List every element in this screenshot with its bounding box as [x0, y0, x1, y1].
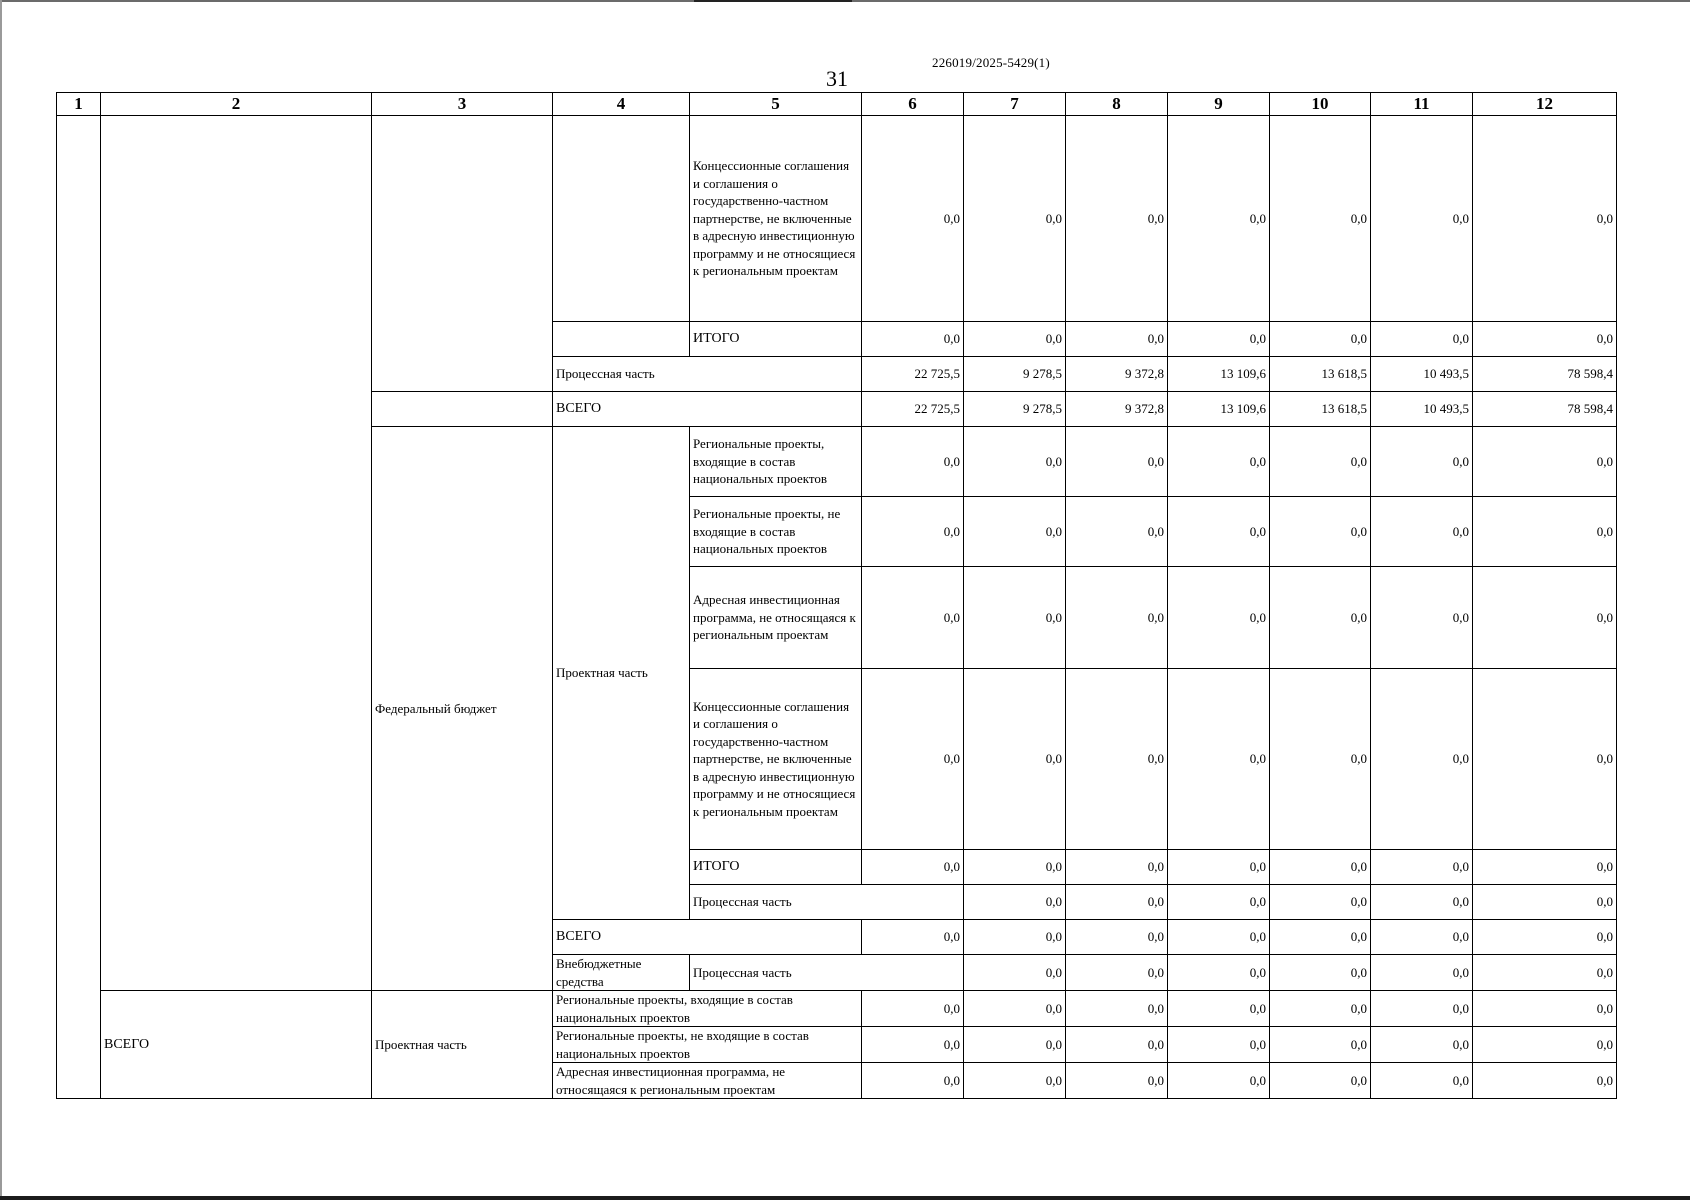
column-header: 5 [690, 93, 862, 116]
value-cell: 0,0 [964, 1027, 1066, 1063]
value-cell: 0,0 [1473, 885, 1617, 920]
page-number: 31 [826, 66, 848, 91]
value-cell: 9 372,8 [1066, 357, 1168, 392]
value-cell: 0,0 [1473, 669, 1617, 850]
value-cell: 10 493,5 [1371, 357, 1473, 392]
column-header: 7 [964, 93, 1066, 116]
value-cell: 0,0 [862, 1027, 964, 1063]
row-label: Региональные проекты, не входящие в состав национальных проектов [553, 1027, 862, 1063]
value-cell: 9 278,5 [964, 357, 1066, 392]
row-group-label: Федеральный бюджет [372, 427, 553, 991]
row-label: Региональные проекты, входящие в состав национальных проектов [553, 991, 862, 1027]
column-header: 3 [372, 93, 553, 116]
value-cell: 0,0 [1473, 322, 1617, 357]
scan-artifact-line [694, 0, 852, 2]
cell-empty [553, 322, 690, 357]
value-cell: 13 109,6 [1168, 392, 1270, 427]
value-cell: 0,0 [1168, 1063, 1270, 1099]
cell-empty [372, 392, 553, 427]
value-cell: 0,0 [862, 567, 964, 669]
value-cell: 0,0 [1473, 920, 1617, 955]
value-cell: 0,0 [964, 427, 1066, 497]
value-cell: 0,0 [1066, 427, 1168, 497]
value-cell: 0,0 [1473, 955, 1617, 991]
value-cell: 0,0 [1066, 567, 1168, 669]
value-cell: 0,0 [964, 920, 1066, 955]
value-cell: 0,0 [1270, 427, 1371, 497]
cell-empty [553, 116, 690, 322]
value-cell: 0,0 [1066, 322, 1168, 357]
value-cell: 0,0 [1270, 322, 1371, 357]
value-cell: 0,0 [1371, 497, 1473, 567]
value-cell: 0,0 [1168, 885, 1270, 920]
value-cell: 0,0 [1371, 116, 1473, 322]
value-cell: 0,0 [1066, 497, 1168, 567]
value-cell: 0,0 [1066, 885, 1168, 920]
value-cell: 78 598,4 [1473, 392, 1617, 427]
cell-empty [372, 116, 553, 392]
scan-edge-left [0, 0, 2, 1200]
value-cell: 0,0 [1270, 885, 1371, 920]
value-cell: 0,0 [1270, 669, 1371, 850]
row-label: ИТОГО [690, 322, 862, 357]
value-cell: 0,0 [964, 885, 1066, 920]
value-cell: 0,0 [1473, 850, 1617, 885]
total-group-label: ВСЕГО [101, 991, 372, 1099]
row-label: Региональные проекты, не входящие в состав национальных проектов [690, 497, 862, 567]
value-cell: 0,0 [1473, 1027, 1617, 1063]
column-header: 9 [1168, 93, 1270, 116]
row-label: Региональные проекты, входящие в состав национальных проектов [690, 427, 862, 497]
value-cell: 10 493,5 [1371, 392, 1473, 427]
value-cell: 0,0 [1168, 427, 1270, 497]
row-label: ВСЕГО [553, 920, 862, 955]
value-cell: 0,0 [1066, 669, 1168, 850]
table-row [57, 991, 1617, 1027]
column-number-row [57, 93, 1617, 116]
value-cell: 0,0 [1371, 427, 1473, 497]
scan-edge-bottom [0, 1196, 1690, 1200]
value-cell: 0,0 [1270, 955, 1371, 991]
column-header: 10 [1270, 93, 1371, 116]
value-cell: 0,0 [1473, 427, 1617, 497]
value-cell: 0,0 [1270, 1063, 1371, 1099]
value-cell: 0,0 [1371, 1027, 1473, 1063]
value-cell: 0,0 [1168, 991, 1270, 1027]
value-cell: 0,0 [1168, 669, 1270, 850]
column-header: 4 [553, 93, 690, 116]
value-cell: 0,0 [1473, 567, 1617, 669]
value-cell: 0,0 [1168, 920, 1270, 955]
value-cell: 9 278,5 [964, 392, 1066, 427]
column-header: 12 [1473, 93, 1617, 116]
value-cell: 0,0 [1473, 1063, 1617, 1099]
value-cell: 0,0 [1168, 322, 1270, 357]
value-cell: 13 618,5 [1270, 392, 1371, 427]
value-cell: 0,0 [964, 322, 1066, 357]
value-cell: 9 372,8 [1066, 392, 1168, 427]
row-subgroup-label: Проектная часть [553, 427, 690, 920]
table-row [57, 116, 1617, 322]
column-header: 6 [862, 93, 964, 116]
value-cell: 0,0 [964, 991, 1066, 1027]
row-group-label: Внебюджетные средства [553, 955, 690, 991]
value-cell: 0,0 [862, 497, 964, 567]
value-cell: 13 618,5 [1270, 357, 1371, 392]
value-cell: 0,0 [1473, 991, 1617, 1027]
cell-empty [101, 116, 372, 991]
value-cell: 0,0 [1168, 1027, 1270, 1063]
row-label: Процессная часть [553, 357, 862, 392]
document-number: 226019/2025-5429(1) [932, 55, 1050, 70]
value-cell: 0,0 [1168, 497, 1270, 567]
cell-empty [57, 116, 101, 1099]
value-cell: 0,0 [1270, 497, 1371, 567]
row-subgroup-label: Проектная часть [372, 991, 553, 1099]
column-header: 1 [57, 93, 101, 116]
value-cell: 0,0 [1168, 567, 1270, 669]
row-label: ИТОГО [690, 850, 862, 885]
value-cell: 22 725,5 [862, 357, 964, 392]
value-cell: 0,0 [1066, 991, 1168, 1027]
value-cell: 0,0 [1168, 850, 1270, 885]
value-cell: 0,0 [1371, 1063, 1473, 1099]
value-cell: 0,0 [1371, 567, 1473, 669]
value-cell: 0,0 [964, 1063, 1066, 1099]
value-cell: 0,0 [1270, 567, 1371, 669]
row-label: Процессная часть [690, 885, 964, 920]
column-header: 2 [101, 93, 372, 116]
budget-table [56, 92, 1617, 1099]
value-cell: 0,0 [1473, 116, 1617, 322]
value-cell: 0,0 [862, 116, 964, 322]
value-cell: 0,0 [1371, 885, 1473, 920]
value-cell: 0,0 [1270, 850, 1371, 885]
value-cell: 0,0 [1168, 955, 1270, 991]
row-label: Концессионные соглашения и соглашения о государственно-частном партнерстве, не включенные в адресную инвестиционную программу и не относящиеся к региональным проектам [690, 669, 862, 850]
value-cell: 0,0 [964, 567, 1066, 669]
row-label: ВСЕГО [553, 392, 862, 427]
value-cell: 0,0 [964, 955, 1066, 991]
value-cell: 0,0 [964, 116, 1066, 322]
row-label: Адресная инвестиционная программа, не относящаяся к региональным проектам [553, 1063, 862, 1099]
value-cell: 0,0 [1066, 1027, 1168, 1063]
value-cell: 0,0 [1066, 850, 1168, 885]
value-cell: 0,0 [1371, 850, 1473, 885]
value-cell: 78 598,4 [1473, 357, 1617, 392]
value-cell: 0,0 [1066, 955, 1168, 991]
value-cell: 0,0 [964, 497, 1066, 567]
value-cell: 22 725,5 [862, 392, 964, 427]
value-cell: 0,0 [1168, 116, 1270, 322]
value-cell: 0,0 [1371, 955, 1473, 991]
value-cell: 0,0 [1371, 920, 1473, 955]
value-cell: 0,0 [1371, 669, 1473, 850]
value-cell: 0,0 [862, 850, 964, 885]
column-header: 8 [1066, 93, 1168, 116]
value-cell: 0,0 [1473, 497, 1617, 567]
column-header: 11 [1371, 93, 1473, 116]
value-cell: 0,0 [862, 669, 964, 850]
value-cell: 0,0 [862, 1063, 964, 1099]
value-cell: 0,0 [862, 427, 964, 497]
value-cell: 0,0 [1270, 991, 1371, 1027]
value-cell: 0,0 [964, 850, 1066, 885]
value-cell: 0,0 [1270, 116, 1371, 322]
row-label: Процессная часть [690, 955, 964, 991]
value-cell: 0,0 [1066, 920, 1168, 955]
row-label: Адресная инвестиционная программа, не относящаяся к региональным проектам [690, 567, 862, 669]
value-cell: 0,0 [862, 991, 964, 1027]
value-cell: 0,0 [1270, 920, 1371, 955]
value-cell: 0,0 [862, 920, 964, 955]
value-cell: 0,0 [1270, 1027, 1371, 1063]
value-cell: 0,0 [1066, 1063, 1168, 1099]
value-cell: 13 109,6 [1168, 357, 1270, 392]
value-cell: 0,0 [964, 669, 1066, 850]
value-cell: 0,0 [862, 322, 964, 357]
row-label: Концессионные соглашения и соглашения о государственно-частном партнерстве, не включенные в адресную инвестиционную программу и не относящиеся к региональным проектам [690, 116, 862, 322]
value-cell: 0,0 [1371, 322, 1473, 357]
value-cell: 0,0 [1371, 991, 1473, 1027]
value-cell: 0,0 [1066, 116, 1168, 322]
